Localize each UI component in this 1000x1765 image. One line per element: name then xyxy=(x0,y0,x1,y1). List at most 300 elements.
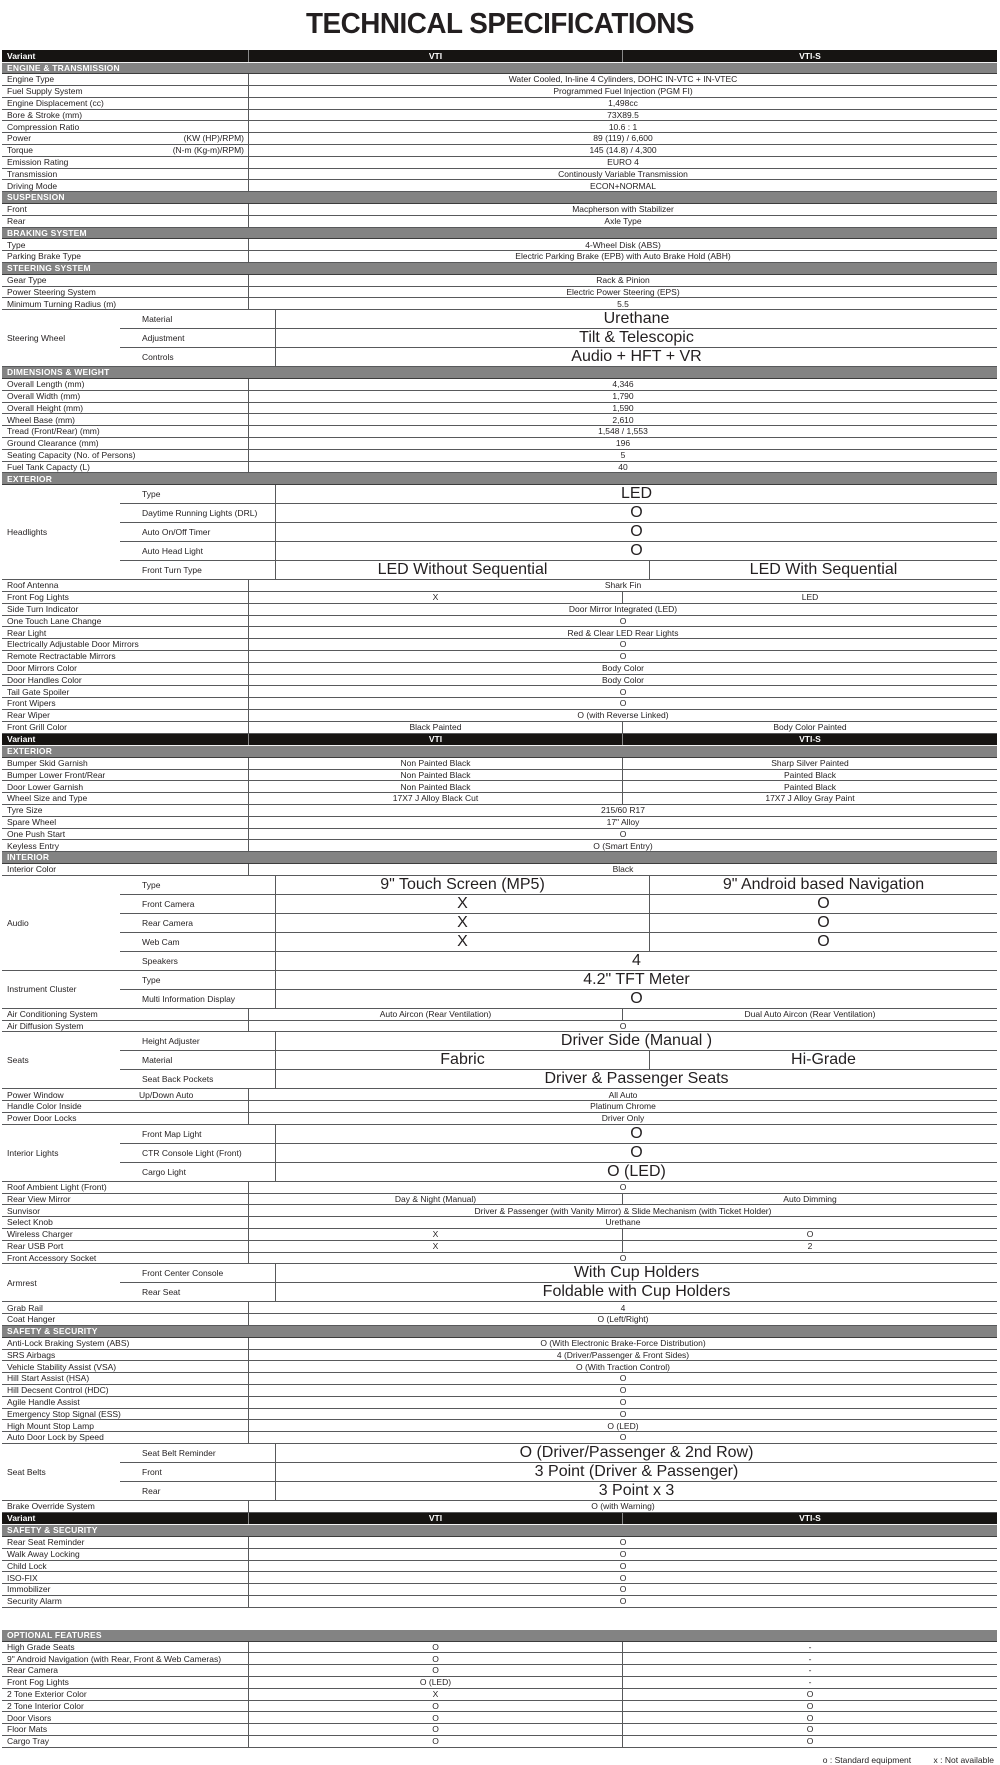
row-label: Child Lock xyxy=(7,1560,47,1571)
sub-value-area xyxy=(276,561,997,579)
row-label-cell xyxy=(2,1021,249,1032)
row-label-cell xyxy=(2,133,249,144)
row-value: EURO 4 xyxy=(607,157,639,168)
row-value: O xyxy=(619,1572,627,1583)
row-value: O xyxy=(619,1560,627,1571)
row-value: 40 xyxy=(618,461,628,472)
row-label-cell xyxy=(2,663,249,674)
group-subrow xyxy=(120,1162,997,1181)
row-value: 73X89.5 xyxy=(607,109,639,120)
row-label: Rear Wiper xyxy=(7,710,50,721)
row-label-cell xyxy=(2,686,249,697)
table-gap xyxy=(2,1608,997,1630)
row-label: SRS Airbags xyxy=(7,1349,56,1360)
row-vti-value: X xyxy=(249,1241,623,1252)
row-label: Sunvisor xyxy=(7,1205,41,1216)
subrow-value: O xyxy=(630,1143,643,1161)
table-row xyxy=(2,1009,997,1021)
sub-label: Daytime Running Lights (DRL) xyxy=(120,504,276,522)
row-vti-value: O xyxy=(249,1712,623,1723)
row-label: Front Grill Color xyxy=(7,721,67,732)
sub-label: Front Center Console xyxy=(120,1264,276,1282)
row-label: Air Conditioning System xyxy=(7,1008,98,1019)
row-label: Bumper Lower Front/Rear xyxy=(7,769,106,780)
row-value: O xyxy=(619,1596,627,1607)
table-row xyxy=(2,1089,997,1101)
group-subrow xyxy=(120,1069,997,1088)
table-row xyxy=(2,157,997,169)
row-label-cell xyxy=(2,1338,249,1349)
row-value: Continously Variable Transmission xyxy=(558,168,688,179)
table-row xyxy=(2,1302,997,1314)
table-row xyxy=(2,251,997,263)
section-title: EXTERIOR xyxy=(7,746,53,757)
row-label-cell xyxy=(2,1089,249,1100)
row-vtis-value: 17X7 J Alloy Gray Paint xyxy=(765,793,855,804)
row-value: O xyxy=(619,1584,627,1595)
table-row xyxy=(2,86,997,98)
section-header xyxy=(2,473,997,485)
row-value: O xyxy=(619,1373,627,1384)
row-value: 4 xyxy=(620,1302,626,1313)
row-label: Walk Away Locking xyxy=(7,1548,80,1559)
section-title: SAFETY & SECURITY xyxy=(7,1525,98,1536)
sub-value-area xyxy=(276,329,997,347)
sub-value-area xyxy=(276,1283,997,1301)
subrow-vti-value: 9" Touch Screen (MP5) xyxy=(276,876,650,894)
row-label: Fuel Tank Capacty (L) xyxy=(7,461,90,472)
row-value: O xyxy=(619,1432,627,1443)
row-label-cell xyxy=(2,180,249,191)
row-label-cell xyxy=(2,1689,249,1700)
row-value: Electric Power Steering (EPS) xyxy=(566,286,680,297)
sub-value-area xyxy=(276,1163,997,1181)
subrow-vtis-value: O xyxy=(817,894,830,912)
group-subrow xyxy=(120,1032,997,1050)
subrow-value: O xyxy=(630,1124,643,1142)
subrow-value: 4 xyxy=(632,951,641,969)
row-label-cell xyxy=(2,1420,249,1431)
table-row xyxy=(2,133,997,145)
table-row xyxy=(2,829,997,841)
group-subrow xyxy=(120,1125,997,1143)
subrow-value: O (LED) xyxy=(607,1162,666,1180)
table-row xyxy=(2,275,997,287)
row-label-cell xyxy=(2,1113,249,1124)
table-row xyxy=(2,239,997,251)
group-subrow xyxy=(120,876,997,894)
row-label-cell xyxy=(2,1712,249,1723)
row-label-cell xyxy=(2,1373,249,1384)
row-label: Electrically Adjustable Door Mirrors xyxy=(7,639,139,650)
row-value: Shark Fin xyxy=(604,580,642,591)
row-value: O xyxy=(619,828,627,839)
group-subrow xyxy=(120,1143,997,1162)
sub-value-area xyxy=(276,348,997,366)
row-label: Ground Clearance (mm) xyxy=(7,438,99,449)
table-row xyxy=(2,627,997,639)
table-group-row xyxy=(2,1125,997,1182)
row-vtis-value: Dual Auto Aircon (Rear Ventilation) xyxy=(744,1008,876,1019)
row-value: O (with Warning) xyxy=(591,1501,655,1512)
row-vtis-value: Painted Black xyxy=(784,781,836,792)
row-vtis-value: - xyxy=(808,1653,812,1664)
row-vtis-value: - xyxy=(808,1677,812,1688)
section-title: ENGINE & TRANSMISSION xyxy=(7,62,120,73)
row-vtis-value: LED xyxy=(801,592,819,603)
table-row xyxy=(2,121,997,133)
row-label-cell xyxy=(2,1101,249,1112)
row-label-cell xyxy=(2,840,249,851)
group-subrow xyxy=(120,347,997,366)
group-label: Seats xyxy=(7,1055,29,1066)
sub-label: Seat Belt Reminder xyxy=(120,1444,276,1462)
row-label-cell xyxy=(2,1642,249,1653)
table-row xyxy=(2,1253,997,1265)
row-label: Select Knob xyxy=(7,1217,53,1228)
row-label-cell xyxy=(2,1561,249,1572)
table-row xyxy=(2,710,997,722)
sub-label: Cargo Light xyxy=(120,1163,276,1181)
row-vtis-value: Painted Black xyxy=(784,769,836,780)
row-label-cell xyxy=(2,251,249,262)
row-vti-value: O xyxy=(249,1665,623,1676)
table-row xyxy=(2,1409,997,1421)
sub-label: Front xyxy=(120,1463,276,1481)
row-vti-value: 17X7 J Alloy Black Cut xyxy=(249,793,623,804)
table-group-row xyxy=(2,310,997,367)
table-row xyxy=(2,1596,997,1608)
spec-table xyxy=(2,50,997,1748)
group-subrow xyxy=(120,913,997,932)
row-label-cell xyxy=(2,758,249,769)
row-sub-label: Up/Down Auto xyxy=(139,1089,194,1100)
row-value: Macpherson with Stabilizer xyxy=(572,204,674,215)
row-label: High Grade Seats xyxy=(7,1641,75,1652)
table-row xyxy=(2,1217,997,1229)
row-vti-value: X xyxy=(249,1229,623,1240)
row-value: 89 (119) / 6,600 xyxy=(593,133,653,144)
row-label: Wireless Charger xyxy=(7,1229,73,1240)
row-label: Door Mirrors Color xyxy=(7,662,77,673)
table-row xyxy=(2,1113,997,1125)
group-label: Seat Belts xyxy=(7,1466,46,1477)
sub-label: Material xyxy=(120,310,276,328)
row-label: Wheel Size and Type xyxy=(7,793,88,804)
row-value: Door Mirror Integrated (LED) xyxy=(568,603,678,614)
subrow-vti-value: X xyxy=(276,895,650,913)
section-title: INTERIOR xyxy=(7,852,50,863)
row-label: Fuel Supply System xyxy=(7,86,83,97)
row-label: Engine Displacement (cc) xyxy=(7,98,104,109)
page-title: TECHNICAL SPECIFICATIONS xyxy=(305,8,695,40)
row-label-cell xyxy=(2,414,249,425)
sub-value-area xyxy=(276,1264,997,1282)
row-value: Electric Parking Brake (EPB) with Auto Brake Hold (ABH) xyxy=(515,251,731,262)
row-vti-value: O xyxy=(249,1724,623,1735)
row-label-cell xyxy=(2,1241,249,1252)
sub-value-area xyxy=(276,1482,997,1500)
table-row xyxy=(2,1549,997,1561)
row-label-cell xyxy=(2,1653,249,1664)
table-row xyxy=(2,379,997,391)
table-row xyxy=(2,616,997,628)
row-value: 4-Wheel Disk (ABS) xyxy=(585,239,661,250)
row-label: Side Turn Indicator xyxy=(7,603,79,614)
row-label-cell xyxy=(2,169,249,180)
table-row xyxy=(2,1665,997,1677)
row-label-cell xyxy=(2,1665,249,1676)
sub-value-area xyxy=(276,542,997,560)
row-value: O xyxy=(619,1181,627,1192)
row-vti-value: Non Painted Black xyxy=(249,758,623,769)
table-row xyxy=(2,1361,997,1373)
row-vtis-value: Sharp Silver Painted xyxy=(771,758,849,768)
section-header xyxy=(2,746,997,758)
sub-label: Front Turn Type xyxy=(120,561,276,579)
sub-value-area xyxy=(276,895,997,913)
row-label: Driving Mode xyxy=(7,180,58,191)
table-row xyxy=(2,1397,997,1409)
row-value: O xyxy=(619,1396,627,1407)
table-row xyxy=(2,110,997,122)
sub-value-area xyxy=(276,1125,997,1143)
variant-label: Variant xyxy=(2,734,249,746)
row-label: Front Fog Lights xyxy=(7,1677,69,1688)
table-row xyxy=(2,287,997,299)
row-label-cell xyxy=(2,1253,249,1264)
subrow-value: With Cup Holders xyxy=(573,1264,700,1282)
section-title: SUSPENSION xyxy=(7,192,65,203)
sub-value-area xyxy=(276,990,997,1008)
table-row xyxy=(2,663,997,675)
subrow-vtis-value: Hi-Grade xyxy=(791,1051,856,1069)
table-row xyxy=(2,1338,997,1350)
row-label-cell xyxy=(2,216,249,227)
group-subrow xyxy=(120,971,997,989)
row-vti-value: O xyxy=(249,1701,623,1712)
table-row xyxy=(2,1350,997,1362)
row-value: 196 xyxy=(615,438,631,449)
row-vtis-value: O xyxy=(806,1712,814,1723)
subrow-value: Tilt & Telescopic xyxy=(579,329,694,347)
row-label: Compression Ratio xyxy=(7,121,80,132)
row-value: 10.6 : 1 xyxy=(608,121,638,132)
table-row xyxy=(2,675,997,687)
group-subrows xyxy=(120,485,997,579)
group-subrows xyxy=(120,1444,997,1500)
row-label: Transmission xyxy=(7,168,58,179)
group-subrow xyxy=(120,560,997,579)
group-subrow xyxy=(120,989,997,1008)
row-unit-label: (N-m (Kg-m)/RPM) xyxy=(172,145,244,156)
row-label-cell xyxy=(2,1229,249,1240)
row-value: 5 xyxy=(620,449,626,460)
row-value: Red & Clear LED Rear Lights xyxy=(567,627,679,638)
row-vti-value: O xyxy=(249,1653,623,1664)
group-subrow xyxy=(120,485,997,503)
row-vti-value: O xyxy=(249,1736,623,1747)
row-vtis-value: O xyxy=(806,1700,814,1711)
section-header xyxy=(2,192,997,204)
variant-col-vtis: VTI-S xyxy=(799,1513,821,1524)
table-row xyxy=(2,1724,997,1736)
sub-value-area xyxy=(276,876,997,894)
variant-header-row xyxy=(2,50,997,63)
row-label: Air Diffusion System xyxy=(7,1020,84,1031)
row-value: O (With Electronic Brake-Force Distribution) xyxy=(540,1337,706,1348)
subrow-vtis-value: O xyxy=(817,932,830,950)
table-row xyxy=(2,1314,997,1326)
subrow-vtis-value: O xyxy=(817,913,830,931)
row-label: Front Fog Lights xyxy=(7,592,69,603)
row-label: Power Door Locks xyxy=(7,1113,77,1124)
table-row xyxy=(2,1736,997,1748)
row-label-cell xyxy=(2,74,249,85)
sub-label: Controls xyxy=(120,348,276,366)
row-label-cell xyxy=(2,98,249,109)
table-row xyxy=(2,639,997,651)
row-label-cell xyxy=(2,1302,249,1313)
table-row xyxy=(2,864,997,876)
row-label-cell xyxy=(2,1501,249,1512)
group-label: Headlights xyxy=(7,527,48,538)
table-row xyxy=(2,462,997,474)
row-label-cell xyxy=(2,379,249,390)
row-value: Driver Only xyxy=(601,1113,645,1124)
row-label-cell xyxy=(2,616,249,627)
row-value: Urethane xyxy=(605,1217,641,1228)
group-subrow xyxy=(120,310,997,328)
row-label-cell xyxy=(2,1397,249,1408)
group-subrow xyxy=(120,328,997,347)
table-row xyxy=(2,1561,997,1573)
row-label: One Touch Lane Change xyxy=(7,615,102,626)
section-title: BRAKING SYSTEM xyxy=(7,227,87,238)
row-label: Bumper Skid Garnish xyxy=(7,758,88,768)
legend-standard-equipment: o : Standard equipment xyxy=(822,1754,912,1765)
table-row xyxy=(2,1373,997,1385)
row-label: One Push Start xyxy=(7,828,66,839)
section-header xyxy=(2,367,997,379)
table-row xyxy=(2,1182,997,1194)
row-label: Seating Capacity (No. of Persons) xyxy=(7,449,136,460)
row-label-cell xyxy=(2,580,249,591)
row-label-cell xyxy=(2,1677,249,1688)
row-value: 145 (14.8) / 4,300 xyxy=(589,145,657,156)
subrow-vti-value: X xyxy=(276,933,650,951)
row-vti-value: O (LED) xyxy=(249,1677,623,1688)
row-label: Rear Camera xyxy=(7,1665,59,1676)
row-value: O xyxy=(619,1537,627,1548)
row-label-cell xyxy=(2,722,249,733)
table-row xyxy=(2,74,997,86)
row-label: Power Window xyxy=(7,1089,64,1100)
row-label: Bore & Stroke (mm) xyxy=(7,109,83,120)
row-value: O (Left/Right) xyxy=(597,1314,649,1325)
table-row xyxy=(2,722,997,734)
row-value: O xyxy=(619,1385,627,1396)
table-row xyxy=(2,216,997,228)
row-label: Minimum Turning Radius (m) xyxy=(7,298,117,309)
table-row xyxy=(2,98,997,110)
row-label: Auto Door Lock by Speed xyxy=(7,1432,104,1443)
table-group-row xyxy=(2,1444,997,1501)
row-label-cell xyxy=(2,1205,249,1216)
row-label-cell xyxy=(2,1596,249,1607)
row-label: Tail Gate Spoiler xyxy=(7,686,70,697)
group-label: Interior Lights xyxy=(7,1147,59,1158)
group-subrow xyxy=(120,1462,997,1481)
variant-col-vti: VTI xyxy=(249,1513,623,1525)
group-subrow xyxy=(120,522,997,541)
row-vti-value: Auto Aircon (Rear Ventilation) xyxy=(249,1009,623,1020)
subrow-value: O xyxy=(630,542,643,560)
sub-value-area xyxy=(276,971,997,989)
sub-label: CTR Console Light (Front) xyxy=(120,1144,276,1162)
table-row xyxy=(2,1420,997,1432)
variant-label: Variant xyxy=(2,50,249,62)
row-value: 5.5 xyxy=(617,298,629,309)
row-value: 2,610 xyxy=(612,414,634,425)
group-subrows xyxy=(120,971,997,1008)
table-row xyxy=(2,698,997,710)
subrow-vti-value: LED Without Sequential xyxy=(276,561,650,579)
sub-value-area xyxy=(276,1070,997,1088)
sub-label: Web Cam xyxy=(120,933,276,951)
row-value: 1,790 xyxy=(612,390,634,401)
row-vti-value: X xyxy=(249,592,623,603)
subrow-vti-value: X xyxy=(276,914,650,932)
subrow-value: 4.2" TFT Meter xyxy=(583,970,690,988)
row-label-cell xyxy=(2,627,249,638)
row-value: O xyxy=(619,1252,627,1263)
row-value: 1,590 xyxy=(612,402,634,413)
variant-header-row xyxy=(2,1513,997,1526)
row-label: Emission Rating xyxy=(7,157,69,168)
row-value: Rack & Pinion xyxy=(596,274,650,285)
row-label-cell xyxy=(2,462,249,473)
row-label-cell xyxy=(2,1736,249,1747)
row-label-cell xyxy=(2,1217,249,1228)
row-label-cell xyxy=(2,1549,249,1560)
row-label-cell xyxy=(2,1409,249,1420)
subrow-value: Urethane xyxy=(603,310,670,328)
table-group-row xyxy=(2,1264,997,1302)
variant-header-row xyxy=(2,734,997,747)
subrow-vtis-value: LED With Sequential xyxy=(749,561,898,579)
row-label: Anti-Lock Braking System (ABS) xyxy=(7,1337,130,1348)
row-vti-value: Non Painted Black xyxy=(249,770,623,781)
row-value: O xyxy=(619,615,627,626)
row-label: 2 Tone Exterior Color xyxy=(7,1688,87,1699)
row-label-cell xyxy=(2,86,249,97)
row-vtis-value: Body Color Painted xyxy=(773,721,847,732)
group-subrows xyxy=(120,310,997,366)
row-vtis-value: Auto Dimming xyxy=(783,1193,837,1204)
row-vti-value: Non Painted Black xyxy=(249,781,623,792)
section-header xyxy=(2,1630,997,1642)
row-label-cell xyxy=(2,592,249,603)
row-label-cell xyxy=(2,110,249,121)
section-header xyxy=(2,1525,997,1537)
row-label-cell xyxy=(2,391,249,402)
subrow-value: LED xyxy=(620,485,653,503)
row-label-cell xyxy=(2,157,249,168)
table-row xyxy=(2,781,997,793)
table-row xyxy=(2,1229,997,1241)
group-subrows xyxy=(120,876,997,970)
